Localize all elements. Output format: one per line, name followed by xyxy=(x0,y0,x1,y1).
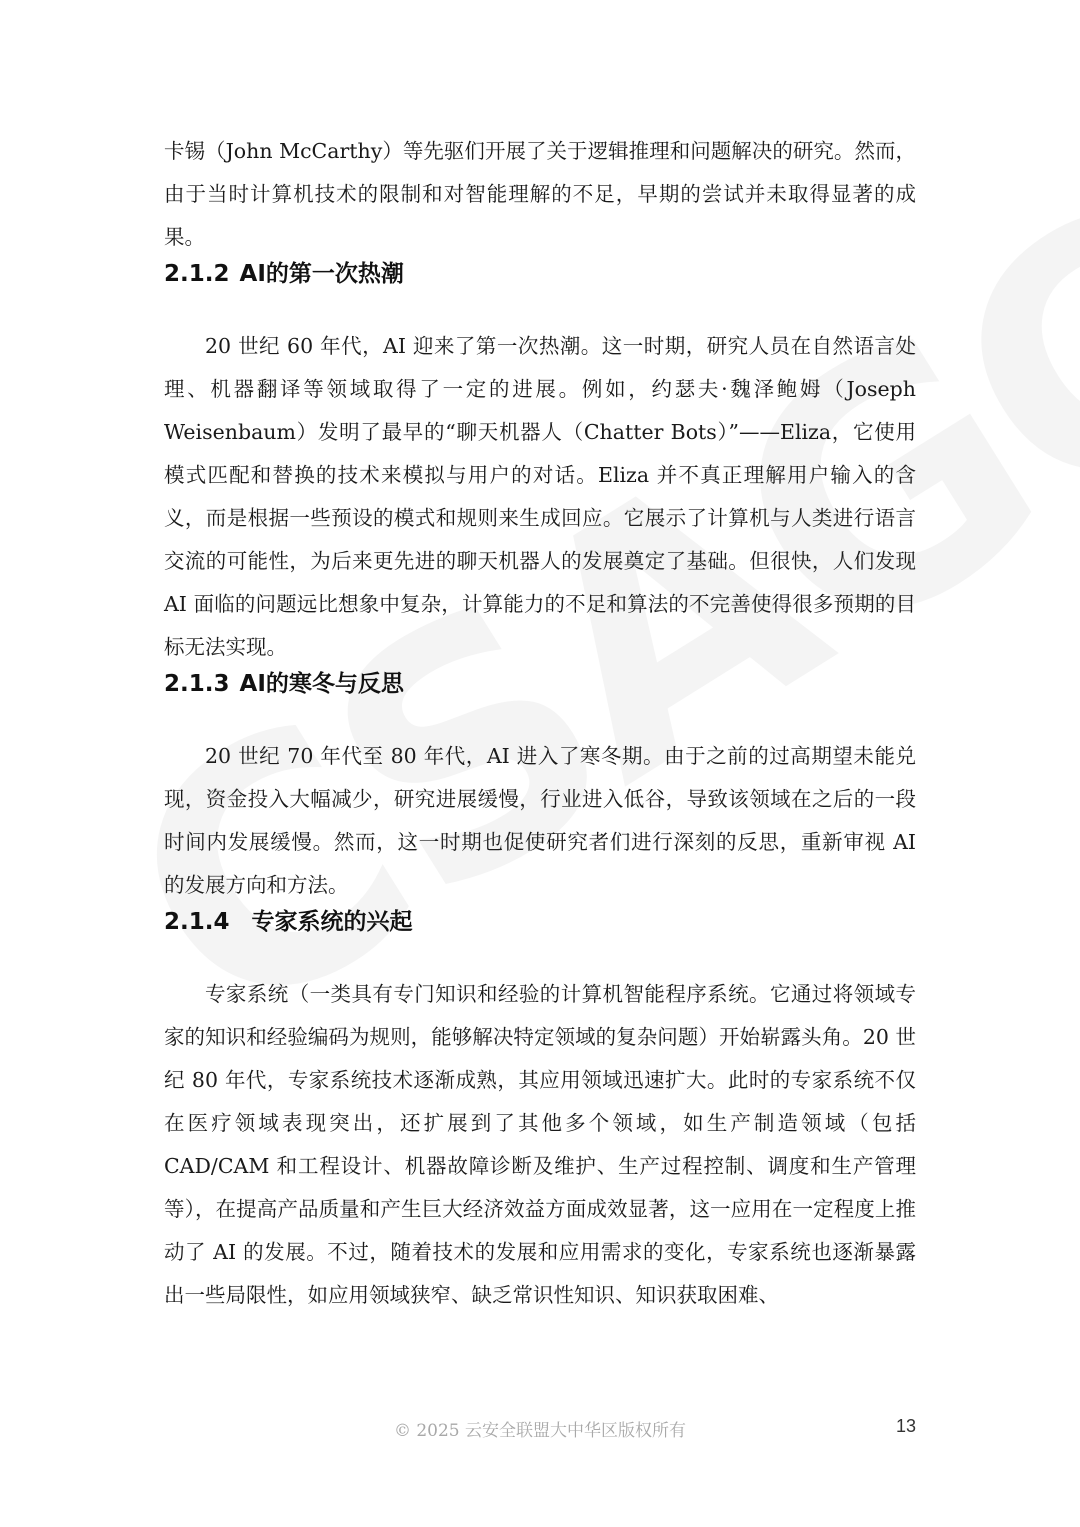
copyright-notice: © 2025 云安全联盟大中华区版权所有 xyxy=(393,1421,687,1441)
intro-paragraph: 卡锡（John McCarthy）等先驱们开展了关于逻辑推理和问题解决的研究。然而，由于当时计算机技术的限制和对智能理解的不足，早期的尝试并未取得显著的成果。 xyxy=(164,139,916,249)
page-footer xyxy=(0,1416,1080,1442)
document-body xyxy=(164,130,916,1317)
paragraph-2-1-4: 专家系统（一类具有专门知识和经验的计算机智能程序系统。它通过将领域专家的知识和经验编码为规则，能够解决特定领域的复杂问题）开始崭露头角。20 世纪 80 年代，专家系统技术逐渐成熟，其应用领域迅速扩大。此时的专家系统不仅在医疗领域表现突出，还扩展到了其他多个领域，如生产制造领域（包括 CAD/CAM 和工程设计、机器故障诊断及维护、生产过程控制、调度和生产管理等），在提高产品质量和产生巨大经济效益方面成效显著，这一应用在一定程度上推动了 AI 的发展。不过，随着技术的发展和应用需求的变化，专家系统也逐渐暴露出一些局限性，如应用领域狭窄、缺乏常识性知识、知识获取困难、 xyxy=(164,982,916,1307)
section-number: 2.1.4 xyxy=(164,909,230,935)
paragraph-2-1-2: 20 世纪 60 年代，AI 迎来了第一次热潮。这一时期，研究人员在自然语言处理、机器翻译等领域取得了一定的进展。例如，约瑟夫·魏泽鲍姆（Joseph Weisenbaum）发明了最早的“聊天机器人（Chatter Bots）”——Eliza，它使用模式匹配和替换的技术来模拟与用户的对话。Eliza 并不真正理解用户输入的含义，而是根据一些预设的模式和规则来生成回应。它展示了计算机与人类进行语言交流的可能性，为后来更先进的聊天机器人的发展奠定了基础。但很快，人们发现 AI 面临的问题远比想象中复杂，计算能力的不足和算法的不完善使得很多预期的目标无法实现。 xyxy=(164,334,916,659)
section-title: 专家系统的兴起 xyxy=(251,909,413,935)
section-title: AI的寒冬与反思 xyxy=(239,671,404,697)
section-heading-2-1-2 xyxy=(164,259,916,289)
page-number: 13 xyxy=(895,1416,916,1436)
section-number: 2.1.3 xyxy=(164,671,230,697)
section-heading-2-1-4 xyxy=(164,907,916,937)
paragraph-2-1-3: 20 世纪 70 年代至 80 年代，AI 进入了寒冬期。由于之前的过高期望未能兑现，资金投入大幅减少，研究进展缓慢，行业进入低谷，导致该领域在之后的一段时间内发展缓慢。然而，这一时期也促使研究者们进行深刻的反思，重新审视 AI 的发展方向和方法。 xyxy=(164,744,916,897)
section-number: 2.1.2 xyxy=(164,261,230,287)
section-title: AI的第一次热潮 xyxy=(239,261,404,287)
section-heading-2-1-3 xyxy=(164,669,916,699)
